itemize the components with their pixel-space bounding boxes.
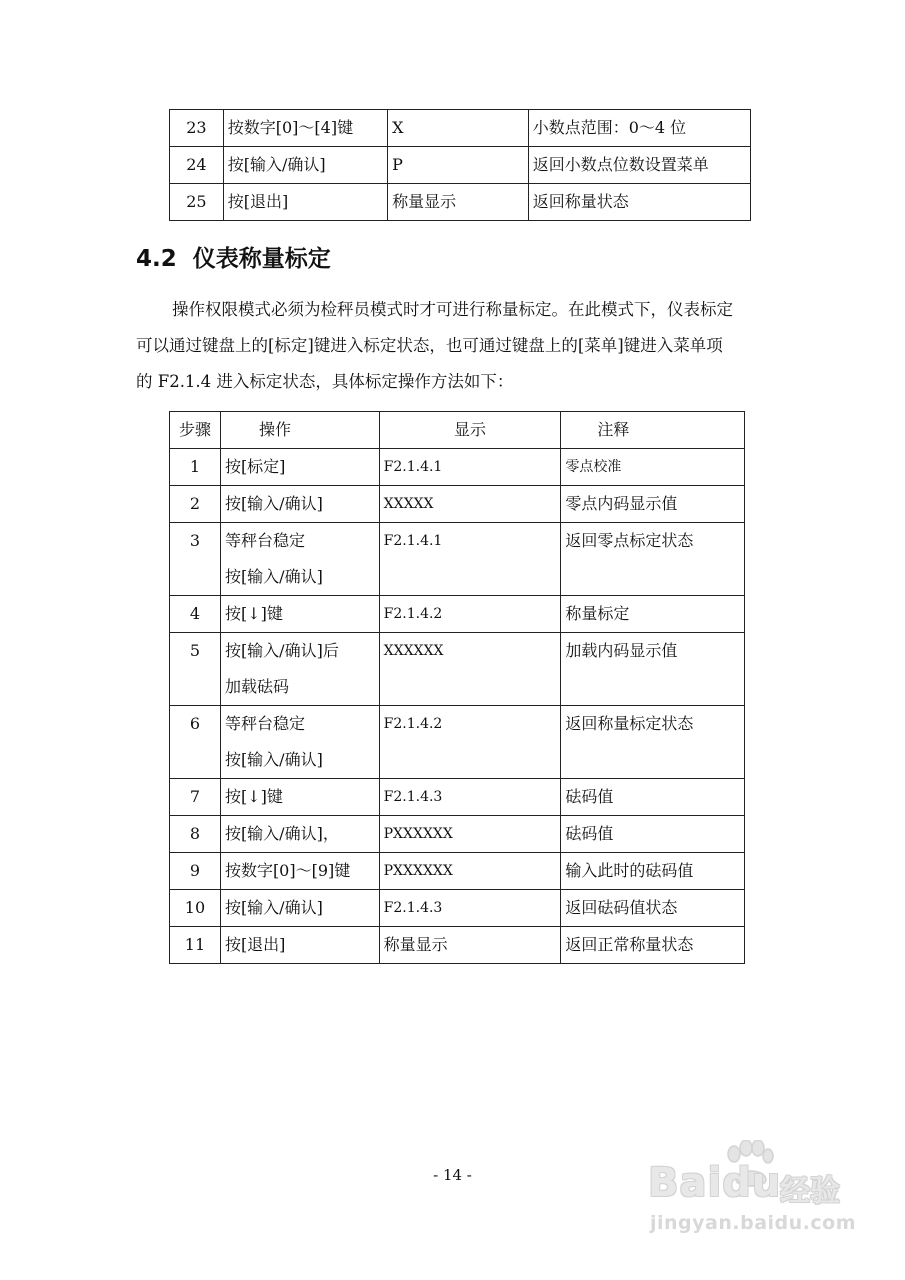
action-line: 等秤台稳定 [224, 714, 305, 733]
action-cell: 按数字[0]～[4]键 [223, 110, 387, 147]
table-row [170, 110, 751, 147]
display-cell: 称量显示 [388, 184, 529, 221]
action-line: 按[标定] [224, 457, 286, 476]
table-row [170, 853, 745, 890]
step-cell: 1 [170, 449, 221, 486]
action-line: 按[退出] [224, 935, 286, 954]
display-cell: 称量显示 [379, 927, 561, 964]
step-cell: 3 [170, 523, 221, 596]
section-number: 4.2 [136, 246, 177, 272]
table-row [170, 486, 745, 523]
action-cell [220, 816, 379, 853]
baidu-jingyan-watermark [640, 1140, 870, 1250]
step-cell: 9 [170, 853, 221, 890]
step-cell: 7 [170, 779, 221, 816]
action-line: 按[输入/确认] [224, 750, 323, 769]
display-cell: P [388, 147, 529, 184]
page-number: - 14 - [433, 1166, 472, 1184]
note-cell: 加载内码显示值 [561, 633, 745, 706]
action-line: 按[输入/确认] [224, 898, 323, 917]
action-line: 按[输入/确认]， [224, 824, 339, 843]
note-cell: 称量标定 [561, 596, 745, 633]
action-cell [220, 927, 379, 964]
action-line: 加载砝码 [224, 677, 289, 696]
note-cell: 返回小数点位数设置菜单 [528, 147, 750, 184]
note-cell: 输入此时的砝码值 [561, 853, 745, 890]
table-row [170, 596, 745, 633]
step-cell: 25 [170, 184, 224, 221]
step-cell: 2 [170, 486, 221, 523]
watermark-url: jingyan.baidu.com [650, 1212, 856, 1234]
action-line: 按[输入/确认]后 [224, 641, 339, 660]
step-cell: 11 [170, 927, 221, 964]
step-cell: 5 [170, 633, 221, 706]
settings-table-continued [169, 109, 751, 221]
header-note: 注释 [561, 412, 745, 449]
display-cell: F2.1.4.3 [379, 779, 561, 816]
display-cell: X [388, 110, 529, 147]
watermark-brand-cn: 经验 [780, 1174, 840, 1209]
action-line: 等秤台稳定 [224, 531, 305, 550]
action-cell [220, 779, 379, 816]
calibration-table [169, 411, 745, 964]
step-cell: 6 [170, 706, 221, 779]
paragraph-line: 的 F2.1.4 进入标定状态，具体标定操作方法如下： [136, 372, 514, 391]
action-cell [220, 890, 379, 927]
display-cell: XXXXXX [379, 633, 561, 706]
step-cell: 10 [170, 890, 221, 927]
display-cell: F2.1.4.1 [379, 449, 561, 486]
table-header-row [170, 412, 745, 449]
display-cell: F2.1.4.1 [379, 523, 561, 596]
header-action: 操作 [220, 412, 379, 449]
action-cell [220, 853, 379, 890]
display-cell: XXXXX [379, 486, 561, 523]
paragraph-line: 可以通过键盘上的[标定]键进入标定状态，也可通过键盘上的[菜单]键进入菜单项 [136, 336, 723, 355]
note-cell: 返回称量标定状态 [561, 706, 745, 779]
header-display: 显示 [379, 412, 561, 449]
display-cell: F2.1.4.3 [379, 890, 561, 927]
step-cell: 24 [170, 147, 224, 184]
table-row [170, 927, 745, 964]
action-cell: 按[退出] [223, 184, 387, 221]
section-heading [136, 240, 331, 273]
step-cell: 8 [170, 816, 221, 853]
note-cell: 返回零点标定状态 [561, 523, 745, 596]
action-line: 按[输入/确认] [224, 567, 323, 586]
action-line: 按[输入/确认] [224, 494, 323, 513]
table-row [170, 147, 751, 184]
step-cell: 23 [170, 110, 224, 147]
table-row [170, 890, 745, 927]
note-cell: 小数点范围：0～4 位 [528, 110, 750, 147]
action-line: 按[↓]键 [224, 604, 283, 623]
table-row [170, 779, 745, 816]
header-step: 步骤 [170, 412, 221, 449]
action-cell [220, 486, 379, 523]
display-cell: F2.1.4.2 [379, 706, 561, 779]
table-row [170, 184, 751, 221]
watermark-brand: Baidu [648, 1160, 782, 1206]
display-cell: PXXXXXX [379, 853, 561, 890]
table-row [170, 523, 745, 596]
display-cell: PXXXXXX [379, 816, 561, 853]
action-cell [220, 523, 379, 596]
section-title: 仪表称量标定 [192, 246, 331, 272]
table-row [170, 706, 745, 779]
step-cell: 4 [170, 596, 221, 633]
action-cell [220, 633, 379, 706]
action-cell: 按[输入/确认] [223, 147, 387, 184]
note-cell: 零点内码显示值 [561, 486, 745, 523]
display-cell: F2.1.4.2 [379, 596, 561, 633]
action-cell [220, 449, 379, 486]
table-row [170, 816, 745, 853]
note-cell: 返回砝码值状态 [561, 890, 745, 927]
action-cell [220, 706, 379, 779]
action-cell [220, 596, 379, 633]
note-cell: 砝码值 [561, 816, 745, 853]
action-line: 按数字[0]～[9]键 [224, 861, 351, 880]
note-cell: 返回称量状态 [528, 184, 750, 221]
paragraph-line: 操作权限模式必须为检秤员模式时才可进行称量标定。在此模式下，仪表标定 [172, 300, 733, 319]
action-line: 按[↓]键 [224, 787, 283, 806]
table-row [170, 449, 745, 486]
table-row [170, 633, 745, 706]
note-cell: 返回正常称量状态 [561, 927, 745, 964]
note-cell: 零点校准 [561, 449, 745, 486]
note-cell: 砝码值 [561, 779, 745, 816]
